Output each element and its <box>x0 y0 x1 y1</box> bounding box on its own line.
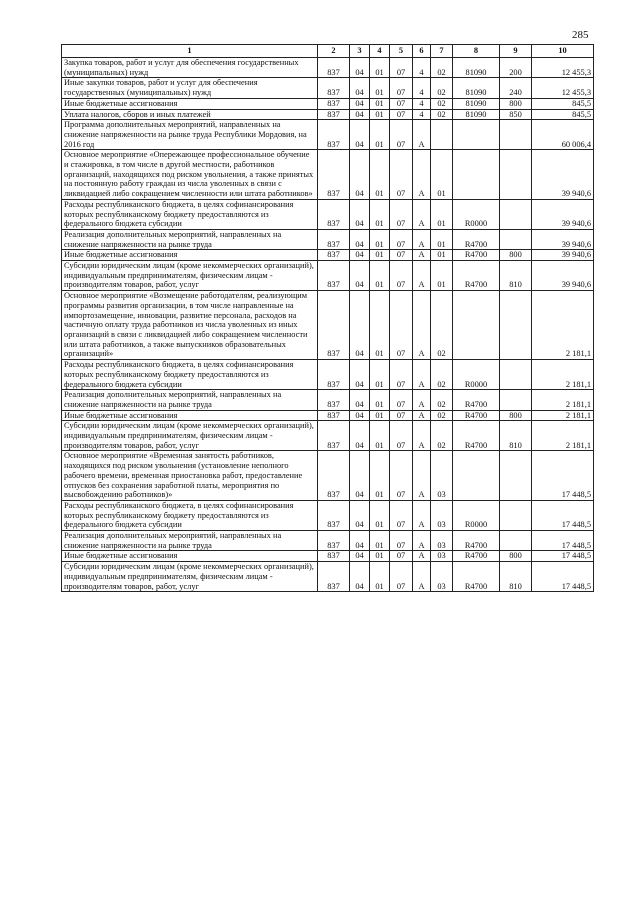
program-code: 07 <box>390 360 413 390</box>
column-header: 3 <box>350 45 370 58</box>
activity-code: 02 <box>431 390 453 410</box>
section-code: 04 <box>350 250 370 261</box>
column-header: 6 <box>413 45 431 58</box>
amount: 39 940,6 <box>532 261 594 291</box>
subprogram-code: 4 <box>413 98 431 109</box>
amount: 39 940,6 <box>532 250 594 261</box>
expense-type-code <box>500 291 532 360</box>
program-code: 07 <box>390 531 413 551</box>
table-row <box>62 500 594 530</box>
expense-type-code: 240 <box>500 78 532 98</box>
admin-code: 837 <box>318 199 350 229</box>
subprogram-code: А <box>413 150 431 200</box>
amount: 17 448,5 <box>532 451 594 501</box>
admin-code: 837 <box>318 109 350 120</box>
subsection-code: 01 <box>370 261 390 291</box>
program-code: 07 <box>390 410 413 421</box>
section-code: 04 <box>350 199 370 229</box>
amount: 2 181,1 <box>532 421 594 451</box>
budget-table <box>61 44 594 592</box>
activity-code: 02 <box>431 410 453 421</box>
amount: 2 181,1 <box>532 360 594 390</box>
direction-code: R4700 <box>453 250 500 261</box>
activity-code: 03 <box>431 531 453 551</box>
amount: 39 940,6 <box>532 199 594 229</box>
subprogram-code: А <box>413 199 431 229</box>
table-row <box>62 360 594 390</box>
section-code: 04 <box>350 98 370 109</box>
column-header: 5 <box>390 45 413 58</box>
direction-code: R4700 <box>453 390 500 410</box>
table-row <box>62 199 594 229</box>
amount: 12 455,3 <box>532 78 594 98</box>
direction-code: 81090 <box>453 58 500 78</box>
subsection-code: 01 <box>370 500 390 530</box>
row-name: Расходы республиканского бюджета, в целях софинансирования которых республиканскому бюджету предоставляются из федерального бюджета субсидии <box>62 500 318 530</box>
subsection-code: 01 <box>370 451 390 501</box>
admin-code: 837 <box>318 451 350 501</box>
amount: 2 181,1 <box>532 410 594 421</box>
subsection-code: 01 <box>370 109 390 120</box>
program-code: 07 <box>390 291 413 360</box>
admin-code: 837 <box>318 360 350 390</box>
subsection-code: 01 <box>370 78 390 98</box>
direction-code: 81090 <box>453 109 500 120</box>
expense-type-code <box>500 451 532 501</box>
program-code: 07 <box>390 551 413 562</box>
section-code: 04 <box>350 410 370 421</box>
activity-code: 02 <box>431 98 453 109</box>
amount: 39 940,6 <box>532 150 594 200</box>
activity-code: 03 <box>431 500 453 530</box>
column-header: 4 <box>370 45 390 58</box>
section-code: 04 <box>350 562 370 592</box>
direction-code <box>453 120 500 150</box>
section-code: 04 <box>350 261 370 291</box>
row-name: Реализация дополнительных мероприятий, направленных на снижение напряженности на рынке труда <box>62 229 318 249</box>
table-row <box>62 58 594 78</box>
direction-code: 81090 <box>453 78 500 98</box>
expense-type-code <box>500 360 532 390</box>
direction-code <box>453 291 500 360</box>
admin-code: 837 <box>318 229 350 249</box>
subsection-code: 01 <box>370 390 390 410</box>
section-code: 04 <box>350 390 370 410</box>
direction-code: R4700 <box>453 410 500 421</box>
activity-code <box>431 120 453 150</box>
section-code: 04 <box>350 120 370 150</box>
section-code: 04 <box>350 291 370 360</box>
program-code: 07 <box>390 109 413 120</box>
expense-type-code: 810 <box>500 261 532 291</box>
subprogram-code: А <box>413 421 431 451</box>
column-header: 9 <box>500 45 532 58</box>
table-row <box>62 120 594 150</box>
expense-type-code: 800 <box>500 410 532 421</box>
amount: 60 006,4 <box>532 120 594 150</box>
activity-code: 02 <box>431 109 453 120</box>
program-code: 07 <box>390 250 413 261</box>
row-name: Иные бюджетные ассигнования <box>62 551 318 562</box>
expense-type-code: 850 <box>500 109 532 120</box>
subsection-code: 01 <box>370 562 390 592</box>
program-code: 07 <box>390 451 413 501</box>
column-header: 1 <box>62 45 318 58</box>
subprogram-code: А <box>413 562 431 592</box>
admin-code: 837 <box>318 78 350 98</box>
subprogram-code: А <box>413 451 431 501</box>
program-code: 07 <box>390 562 413 592</box>
row-name: Иные бюджетные ассигнования <box>62 250 318 261</box>
activity-code: 03 <box>431 551 453 562</box>
activity-code: 03 <box>431 451 453 501</box>
subsection-code: 01 <box>370 199 390 229</box>
expense-type-code <box>500 390 532 410</box>
section-code: 04 <box>350 150 370 200</box>
admin-code: 837 <box>318 421 350 451</box>
table-row <box>62 291 594 360</box>
row-name: Иные закупки товаров, работ и услуг для обеспечения государственных (муниципальных) нужд <box>62 78 318 98</box>
activity-code: 02 <box>431 78 453 98</box>
subsection-code: 01 <box>370 360 390 390</box>
section-code: 04 <box>350 58 370 78</box>
table-row <box>62 451 594 501</box>
activity-code: 02 <box>431 58 453 78</box>
admin-code: 837 <box>318 500 350 530</box>
section-code: 04 <box>350 500 370 530</box>
subprogram-code: 4 <box>413 109 431 120</box>
table-row <box>62 150 594 200</box>
direction-code: R4700 <box>453 562 500 592</box>
admin-code: 837 <box>318 390 350 410</box>
amount: 17 448,5 <box>532 551 594 562</box>
expense-type-code: 800 <box>500 250 532 261</box>
admin-code: 837 <box>318 58 350 78</box>
column-header: 8 <box>453 45 500 58</box>
table-row <box>62 229 594 249</box>
table-row <box>62 390 594 410</box>
admin-code: 837 <box>318 98 350 109</box>
program-code: 07 <box>390 98 413 109</box>
direction-code <box>453 451 500 501</box>
admin-code: 837 <box>318 261 350 291</box>
program-code: 07 <box>390 229 413 249</box>
amount: 17 448,5 <box>532 531 594 551</box>
subsection-code: 01 <box>370 531 390 551</box>
activity-code: 02 <box>431 360 453 390</box>
subprogram-code: А <box>413 410 431 421</box>
subprogram-code: А <box>413 531 431 551</box>
amount: 2 181,1 <box>532 291 594 360</box>
amount: 845,5 <box>532 109 594 120</box>
row-name: Программа дополнительных мероприятий, направленных на снижение напряженности на рынке труда Республики Мордовия, на 2016 год <box>62 120 318 150</box>
direction-code <box>453 150 500 200</box>
expense-type-code <box>500 120 532 150</box>
subsection-code: 01 <box>370 58 390 78</box>
activity-code: 02 <box>431 421 453 451</box>
admin-code: 837 <box>318 551 350 562</box>
expense-type-code <box>500 199 532 229</box>
amount: 17 448,5 <box>532 562 594 592</box>
direction-code: R4700 <box>453 229 500 249</box>
admin-code: 837 <box>318 150 350 200</box>
program-code: 07 <box>390 500 413 530</box>
row-name: Иные бюджетные ассигнования <box>62 98 318 109</box>
row-name: Иные бюджетные ассигнования <box>62 410 318 421</box>
admin-code: 837 <box>318 531 350 551</box>
table-row <box>62 562 594 592</box>
admin-code: 837 <box>318 120 350 150</box>
subprogram-code: 4 <box>413 58 431 78</box>
subprogram-code: А <box>413 360 431 390</box>
row-name: Закупка товаров, работ и услуг для обеспечения государственных (муниципальных) нужд <box>62 58 318 78</box>
admin-code: 837 <box>318 291 350 360</box>
program-code: 07 <box>390 261 413 291</box>
program-code: 07 <box>390 120 413 150</box>
program-code: 07 <box>390 150 413 200</box>
row-name: Основное мероприятие «Опережающее профессиональное обучение и стажировка, в том числе в другой местности, работников организаций, находящихся под риском увольнения, а также принятых на постоянную работу граждан из числа уволенных в связи с ликвидацией либо сокращением численности или штата работников» <box>62 150 318 200</box>
expense-type-code: 200 <box>500 58 532 78</box>
table-row <box>62 250 594 261</box>
program-code: 07 <box>390 390 413 410</box>
expense-type-code <box>500 531 532 551</box>
subsection-code: 01 <box>370 120 390 150</box>
admin-code: 837 <box>318 562 350 592</box>
direction-code: R0000 <box>453 360 500 390</box>
subsection-code: 01 <box>370 150 390 200</box>
table-row <box>62 98 594 109</box>
section-code: 04 <box>350 229 370 249</box>
section-code: 04 <box>350 531 370 551</box>
subsection-code: 01 <box>370 410 390 421</box>
page-number: 285 <box>572 29 589 41</box>
table-row <box>62 551 594 562</box>
expense-type-code: 810 <box>500 421 532 451</box>
table-header-row <box>62 45 594 58</box>
activity-code: 01 <box>431 250 453 261</box>
row-name: Основное мероприятие «Временная занятость работников, находящихся под риском увольнения (установление неполного рабочего времени, временная приостановка работ, предоставление отпусков без сохранения заработной платы, мероприятия по высвобождению работников)» <box>62 451 318 501</box>
expense-type-code: 810 <box>500 562 532 592</box>
column-header: 7 <box>431 45 453 58</box>
amount: 39 940,6 <box>532 229 594 249</box>
table-row <box>62 421 594 451</box>
row-name: Расходы республиканского бюджета, в целях софинансирования которых республиканскому бюджету предоставляются из федерального бюджета субсидии <box>62 199 318 229</box>
subsection-code: 01 <box>370 250 390 261</box>
column-header: 10 <box>532 45 594 58</box>
program-code: 07 <box>390 78 413 98</box>
subprogram-code: А <box>413 261 431 291</box>
section-code: 04 <box>350 421 370 451</box>
section-code: 04 <box>350 109 370 120</box>
expense-type-code: 800 <box>500 551 532 562</box>
table-row <box>62 410 594 421</box>
direction-code: R4700 <box>453 551 500 562</box>
subprogram-code: А <box>413 291 431 360</box>
subprogram-code: А <box>413 250 431 261</box>
activity-code: 01 <box>431 199 453 229</box>
direction-code: R4700 <box>453 421 500 451</box>
program-code: 07 <box>390 421 413 451</box>
table-row <box>62 109 594 120</box>
expense-type-code <box>500 150 532 200</box>
amount: 12 455,3 <box>532 58 594 78</box>
subprogram-code: А <box>413 120 431 150</box>
admin-code: 837 <box>318 410 350 421</box>
table-row <box>62 78 594 98</box>
direction-code: R4700 <box>453 531 500 551</box>
section-code: 04 <box>350 551 370 562</box>
amount: 17 448,5 <box>532 500 594 530</box>
row-name: Уплата налогов, сборов и иных платежей <box>62 109 318 120</box>
direction-code: 81090 <box>453 98 500 109</box>
expense-type-code: 800 <box>500 98 532 109</box>
section-code: 04 <box>350 360 370 390</box>
subprogram-code: А <box>413 500 431 530</box>
direction-code: R0000 <box>453 199 500 229</box>
subprogram-code: А <box>413 390 431 410</box>
row-name: Реализация дополнительных мероприятий, направленных на снижение напряженности на рынке труда <box>62 531 318 551</box>
column-header: 2 <box>318 45 350 58</box>
row-name: Субсидии юридическим лицам (кроме некоммерческих организаций), индивидуальным предпринимателям, физическим лицам - производителям товаров, работ, услуг <box>62 421 318 451</box>
subsection-code: 01 <box>370 291 390 360</box>
activity-code: 02 <box>431 291 453 360</box>
row-name: Субсидии юридическим лицам (кроме некоммерческих организаций), индивидуальным предпринимателям, физическим лицам - производителям товаров, работ, услуг <box>62 261 318 291</box>
program-code: 07 <box>390 199 413 229</box>
subsection-code: 01 <box>370 98 390 109</box>
row-name: Основное мероприятие «Возмещение работодателям, реализующим программы развития организации, в том числе направленные на импортозамещение, инновации, развитие персонала, расходов на частичную оплату труда работников из числа уволенных из иных организаций в связи с ликвидацией либо сокращением численности или штата работников, а также выпускников образовательных организаций» <box>62 291 318 360</box>
amount: 2 181,1 <box>532 390 594 410</box>
subsection-code: 01 <box>370 421 390 451</box>
row-name: Реализация дополнительных мероприятий, направленных на снижение напряженности на рынке труда <box>62 390 318 410</box>
subprogram-code: А <box>413 229 431 249</box>
table-row <box>62 261 594 291</box>
direction-code: R0000 <box>453 500 500 530</box>
expense-type-code <box>500 229 532 249</box>
subprogram-code: 4 <box>413 78 431 98</box>
row-name: Расходы республиканского бюджета, в целях софинансирования которых республиканскому бюджету предоставляются из федерального бюджета субсидии <box>62 360 318 390</box>
amount: 845,5 <box>532 98 594 109</box>
table-row <box>62 531 594 551</box>
row-name: Субсидии юридическим лицам (кроме некоммерческих организаций), индивидуальным предпринимателям, физическим лицам - производителям товаров, работ, услуг <box>62 562 318 592</box>
activity-code: 01 <box>431 229 453 249</box>
program-code: 07 <box>390 58 413 78</box>
activity-code: 01 <box>431 261 453 291</box>
section-code: 04 <box>350 451 370 501</box>
activity-code: 03 <box>431 562 453 592</box>
admin-code: 837 <box>318 250 350 261</box>
activity-code: 01 <box>431 150 453 200</box>
section-code: 04 <box>350 78 370 98</box>
expense-type-code <box>500 500 532 530</box>
subsection-code: 01 <box>370 229 390 249</box>
subsection-code: 01 <box>370 551 390 562</box>
direction-code: R4700 <box>453 261 500 291</box>
subprogram-code: А <box>413 551 431 562</box>
